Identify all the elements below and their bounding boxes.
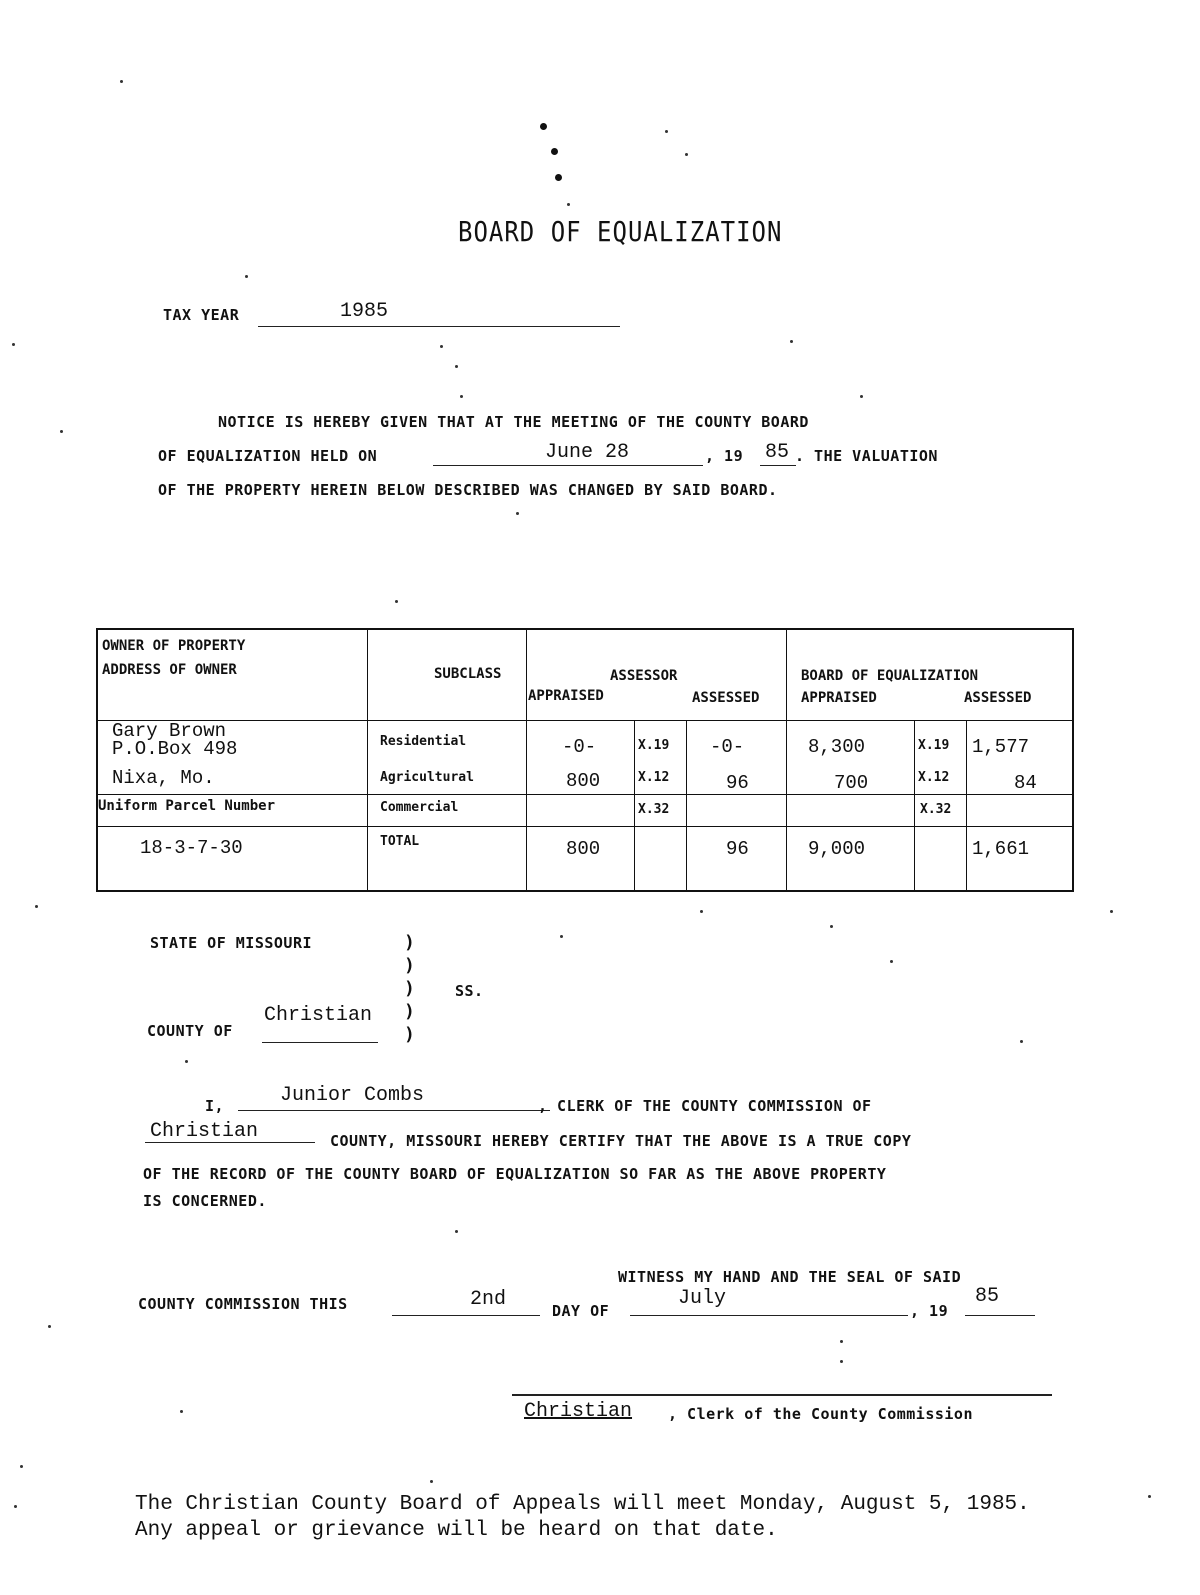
header-board-appraised: APPRAISED [801, 690, 877, 706]
ink-speck [1110, 910, 1113, 913]
board-appraised-cell: 700 [834, 772, 869, 794]
assessor-rate-cell: X.12 [638, 770, 670, 785]
tax-year-value: 1985 [340, 300, 389, 323]
header-assessor: ASSESSOR [610, 668, 678, 684]
ink-speck [567, 203, 570, 206]
col-divider [786, 630, 787, 890]
assessor-appraised-cell: 800 [566, 838, 601, 860]
clerk-name: Junior Combs [280, 1084, 425, 1107]
ink-speck [551, 148, 558, 155]
county-value-2: Christian [150, 1120, 259, 1143]
ink-speck [830, 925, 833, 928]
ink-speck [455, 365, 458, 368]
meeting-year: 85 [765, 441, 790, 464]
ink-speck [890, 960, 893, 963]
board-rate-cell: X.19 [918, 738, 950, 753]
appeals-notice: The Christian County Board of Appeals will meet Monday, August 5, 1985. Any appeal or grievance will be heard on that date. [135, 1493, 1030, 1542]
year-prefix: , 19 [705, 447, 744, 465]
ink-speck [48, 1325, 51, 1328]
ink-speck [35, 905, 38, 908]
col-divider [966, 720, 967, 890]
tax-year-underline [258, 326, 620, 327]
col-divider [367, 630, 368, 890]
state-label: STATE OF MISSOURI [150, 934, 313, 952]
valuation-table [96, 628, 1074, 892]
board-rate-cell: X.12 [918, 770, 950, 785]
ink-speck [1020, 1040, 1023, 1043]
ink-speck [245, 275, 248, 278]
ink-speck [60, 430, 63, 433]
bracket-line: ) [404, 932, 415, 953]
ink-speck [120, 80, 123, 83]
ink-speck [460, 395, 463, 398]
day-underline [392, 1315, 540, 1316]
board-assessed-cell: 84 [1014, 772, 1037, 794]
ink-speck [840, 1340, 843, 1343]
bracket-line: ) [404, 978, 415, 999]
bracket-line: ) [404, 955, 415, 976]
notice-line-2-suffix: . THE VALUATION [795, 447, 938, 465]
county-value: Christian [264, 1004, 373, 1027]
header-address: ADDRESS OF OWNER [102, 662, 237, 678]
month-underline [630, 1315, 908, 1316]
ink-speck [440, 345, 443, 348]
year-underline [965, 1315, 1035, 1316]
header-owner: OWNER OF PROPERTY [102, 638, 246, 654]
assessor-rate-cell: X.32 [638, 802, 670, 817]
subclass-cell: Agricultural [380, 770, 474, 785]
assessor-appraised-cell: 800 [566, 770, 601, 792]
ink-speck [700, 910, 703, 913]
row-divider [98, 720, 1072, 721]
assessor-assessed-cell: 96 [726, 838, 749, 860]
document-title: BOARD OF EQUALIZATION [458, 215, 783, 249]
signature-title: , Clerk of the County Commission [668, 1405, 973, 1423]
ink-speck [790, 340, 793, 343]
ink-speck [455, 1230, 458, 1233]
parcel-number: 18-3-7-30 [140, 837, 243, 859]
witness-text: WITNESS MY HAND AND THE SEAL OF SAID [618, 1268, 962, 1286]
bracket-line: ) [404, 1024, 415, 1045]
day-value: 2nd [470, 1288, 507, 1311]
ink-speck [685, 153, 688, 156]
notice-line-3: OF THE PROPERTY HEREIN BELOW DESCRIBED WAS CHANGED BY SAID BOARD. [158, 481, 778, 499]
ink-speck [12, 343, 15, 346]
cert-line-2: COUNTY, MISSOURI HEREBY CERTIFY THAT THE ABOVE IS A TRUE COPY [330, 1132, 912, 1150]
meeting-date-underline [433, 465, 703, 466]
board-appraised-cell: 9,000 [808, 838, 866, 860]
commission-label: COUNTY COMMISSION THIS [138, 1295, 348, 1313]
ink-speck [516, 512, 519, 515]
county-underline [262, 1042, 378, 1043]
assessor-appraised-cell: -0- [562, 736, 597, 758]
board-appraised-cell: 8,300 [808, 736, 866, 758]
ink-speck [395, 600, 398, 603]
meeting-year-underline [760, 465, 796, 466]
ss-label: SS. [455, 982, 484, 1000]
subclass-cell: Commercial [380, 800, 459, 815]
month-value: July [678, 1287, 727, 1310]
header-assessor-appraised: APPRAISED [528, 688, 604, 704]
clerk-text: , CLERK OF THE COUNTY COMMISSION OF [538, 1097, 872, 1115]
ink-speck [860, 395, 863, 398]
signature-name: Christian [524, 1400, 633, 1423]
ink-speck [185, 1060, 188, 1063]
owner-address-1: P.O.Box 498 [112, 738, 238, 760]
notice-line-2-prefix: OF EQUALIZATION HELD ON [158, 447, 378, 465]
county-2-underline [145, 1142, 315, 1143]
ink-speck [20, 1465, 23, 1468]
signature-line [512, 1394, 1052, 1396]
col-divider [686, 720, 687, 890]
notice-line-1: NOTICE IS HEREBY GIVEN THAT AT THE MEETING OF THE COUNTY BOARD [218, 413, 809, 431]
subclass-cell: Residential [380, 734, 467, 749]
ink-speck [180, 1410, 183, 1413]
ink-speck [540, 123, 547, 130]
county-label: COUNTY OF [147, 1022, 233, 1040]
subclass-cell: TOTAL [380, 834, 420, 849]
board-assessed-cell: 1,661 [972, 838, 1030, 860]
col-divider [914, 720, 915, 890]
ink-speck [14, 1505, 17, 1508]
board-rate-cell: X.32 [920, 802, 952, 817]
row-divider [98, 794, 1072, 795]
col-divider [526, 630, 527, 890]
bracket-line: ) [404, 1001, 415, 1022]
header-board: BOARD OF EQUALIZATION [801, 668, 979, 684]
i-label: I, [205, 1097, 225, 1115]
year-value: 85 [975, 1285, 1000, 1308]
cert-line-3: OF THE RECORD OF THE COUNTY BOARD OF EQUALIZATION SO FAR AS THE ABOVE PROPERTY [143, 1165, 887, 1183]
tax-year-label: TAX YEAR [163, 306, 240, 324]
ink-speck [560, 935, 563, 938]
ink-speck [665, 130, 668, 133]
owner-name: Gary Brown [112, 720, 227, 742]
parcel-label: Uniform Parcel Number [98, 798, 276, 814]
header-board-assessed: ASSESSED [964, 690, 1032, 706]
assessor-rate-cell: X.19 [638, 738, 670, 753]
ink-speck [555, 174, 562, 181]
col-divider [634, 720, 635, 890]
ink-speck [430, 1480, 433, 1483]
ink-speck [840, 1360, 843, 1363]
day-of-label: DAY OF [552, 1302, 610, 1320]
clerk-name-underline [238, 1110, 550, 1111]
assessor-assessed-cell: 96 [726, 772, 749, 794]
header-assessor-assessed: ASSESSED [692, 690, 760, 706]
ink-speck [1148, 1495, 1151, 1498]
owner-address-2: Nixa, Mo. [112, 767, 215, 789]
header-subclass: SUBCLASS [434, 666, 502, 682]
year-prefix-2: , 19 [910, 1302, 949, 1320]
board-assessed-cell: 1,577 [972, 736, 1030, 758]
assessor-assessed-cell: -0- [710, 736, 745, 758]
meeting-date: June 28 [545, 441, 630, 464]
row-divider [98, 826, 1072, 827]
cert-line-4: IS CONCERNED. [143, 1192, 267, 1210]
